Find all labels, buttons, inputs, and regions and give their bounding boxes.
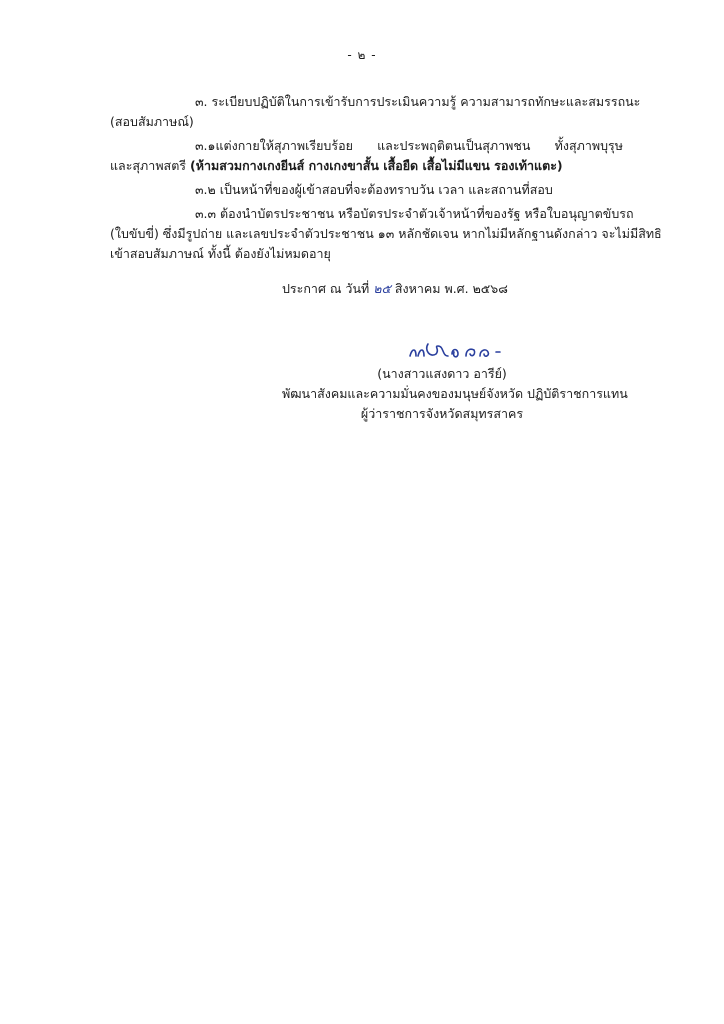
item-3-1-line2-plain: และสุภาพสตรี: [110, 158, 190, 173]
item-3-3-line1: ๓.๓ ต้องนำบัตรประชาชน หรือบัตรประจำตัวเจ้าหน้าที่ของรัฐ หรือใบอนุญาตขับรถ: [195, 206, 634, 221]
section3-heading-line1: ๓. ระเบียบปฏิบัติในการเข้ารับการประเมินความรู้ ความสามารถทักษะและสมรรถนะ: [195, 94, 641, 109]
item-3-2: ๓.๒ เป็นหน้าที่ของผู้เข้าสอบที่จะต้องทราบวัน เวลา และสถานที่สอบ: [195, 182, 553, 197]
signature-block: [282, 364, 628, 424]
item-3-3-line3: เข้าสอบสัมภาษณ์ ทั้งนี้ ต้องยังไม่หมดอายุ: [110, 246, 331, 261]
announcement-prefix: ประกาศ ณ วันที่: [282, 281, 370, 296]
section3-heading-line2: (สอบสัมภาษณ์): [110, 114, 194, 129]
announcement-date: [282, 281, 508, 297]
handwritten-signature: [404, 334, 524, 368]
signatory-position-line1: พัฒนาสังคมและความมั่นคงของมนุษย์จังหวัด ปฏิบัติราชการแทน: [282, 386, 628, 401]
page-number: - ๒ -: [347, 48, 377, 62]
item-3-1-line2: [110, 158, 563, 174]
announcement-month-year: สิงหาคม พ.ศ. ๒๕๖๘: [394, 281, 508, 296]
signatory-name: (นางสาวแสงดาว อารีย์): [377, 366, 507, 381]
announcement-day: ๒๕: [373, 281, 391, 296]
signatory-position-line2: ผู้ว่าราชการจังหวัดสมุทรสาคร: [360, 406, 524, 421]
item-3-3-line2: (ใบขับขี่) ซึ่งมีรูปถ่าย และเลขประจำตัวประชาชน ๑๓ หลักชัดเจน หากไม่มีหลักฐานดังกล่าว จะไม่มีสิทธิ: [110, 226, 662, 241]
dress-code-prohibition: (ห้ามสวมกางเกงยีนส์ กางเกงขาสั้น เสื้อยืด เสื้อไม่มีแขน รองเท้าแตะ): [190, 158, 563, 173]
item-3-1-line1: ๓.๑แต่งกายให้สุภาพเรียบร้อย และประพฤติตนเป็นสุภาพชน ทั้งสุภาพบุรุษ: [195, 138, 623, 153]
